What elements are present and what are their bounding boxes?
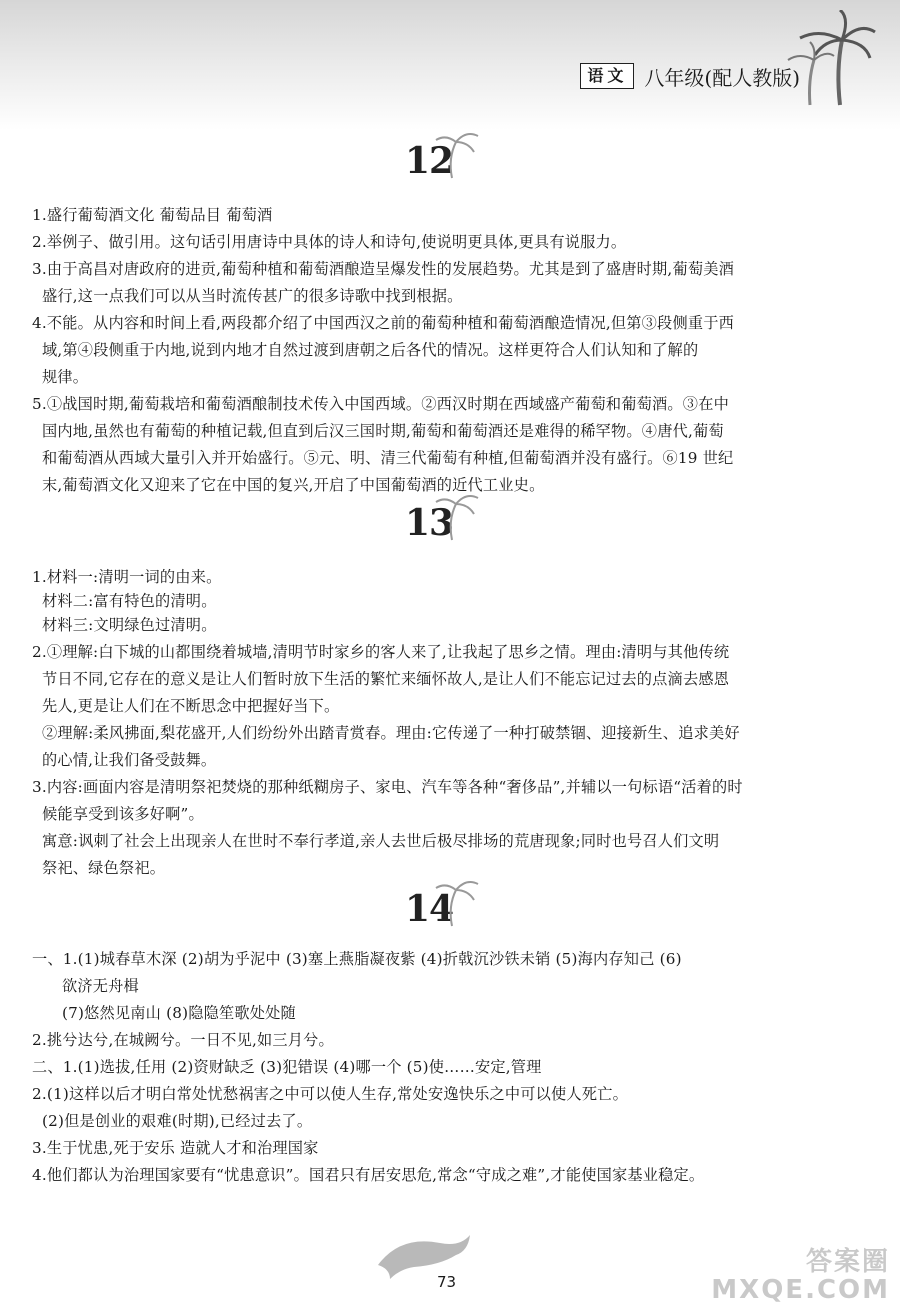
small-palm-icon (432, 490, 482, 542)
answer-line: 2.挑兮达兮,在城阙兮。一日不见,如三月兮。 (32, 1031, 334, 1049)
answer-line: 先人,更是让人们在不断思念中把握好当下。 (42, 697, 340, 715)
watermark (711, 1248, 890, 1304)
answer-line: (7)悠然见南山 (8)隐隐笙歌处处随 (62, 1004, 296, 1022)
dolphin-icon (370, 1225, 480, 1285)
answer-line: 国内地,虽然也有葡萄的种植记载,但直到后汉三国时期,葡萄和葡萄酒还是难得的稀罕物。④唐代,葡萄 (42, 422, 724, 440)
answer-line: 3.内容:画面内容是清明祭祀焚烧的那种纸糊房子、家电、汽车等各种“奢侈品”,并辅以一句标语“活着的时 (32, 778, 743, 796)
answer-line: 候能享受到该多好啊”。 (42, 805, 204, 823)
answer-line: 3.由于高昌对唐政府的进贡,葡萄种植和葡萄酒酿造呈爆发性的发展趋势。尤其是到了盛唐时期,葡萄美酒 (32, 260, 734, 278)
answer-line: 节日不同,它存在的意义是让人们暂时放下生活的繁忙来缅怀故人,是让人们不能忘记过去的点滴去感恩 (42, 670, 730, 688)
watermark-title: 答案圈 (805, 1247, 890, 1277)
answer-line: 2.(1)这样以后才明白常处忧愁祸害之中可以使人生存,常处安逸快乐之中可以使人死亡。 (32, 1085, 628, 1103)
answer-line: 和葡萄酒从西域大量引入并开始盛行。⑤元、明、清三代葡萄有种植,但葡萄酒并没有盛行。⑥19 世纪 (42, 449, 734, 467)
answer-line: 的心情,让我们备受鼓舞。 (42, 751, 217, 769)
grade-label: 八年级(配人教版) (644, 65, 800, 90)
section-number-14: 14 (405, 888, 454, 930)
answer-line: 一、1.(1)城春草木深 (2)胡为乎泥中 (3)塞上燕脂凝夜紫 (4)折戟沉沙铁未销 (5)海内存知己 (6) (32, 950, 682, 968)
answer-line: 二、1.(1)选拔,任用 (2)资财缺乏 (3)犯错误 (4)哪一个 (5)使……安定,管理 (32, 1058, 542, 1076)
answer-line: 4.不能。从内容和时间上看,两段都介绍了中国西汉之前的葡萄种植和葡萄酒酿造情况,但第③段侧重于西 (32, 314, 734, 332)
answer-line: 欲济无舟楫 (62, 977, 139, 995)
subject-tag: 语文 (580, 63, 634, 89)
answer-line: 2.①理解:白下城的山都围绕着城墙,清明节时家乡的客人来了,让我起了思乡之情。理由:清明与其他传统 (32, 643, 730, 661)
answer-line: 3.生于忧患,死于安乐 造就人才和治理国家 (32, 1139, 319, 1157)
answer-line: 规律。 (42, 368, 89, 386)
answer-line: 材料三:文明绿色过清明。 (42, 616, 217, 634)
small-palm-icon (432, 128, 482, 180)
answer-line: 1.盛行葡萄酒文化 葡萄品目 葡萄酒 (32, 206, 273, 224)
answer-line: 材料二:富有特色的清明。 (42, 592, 217, 610)
answer-line: 域,第④段侧重于内地,说到内地才自然过渡到唐朝之后各代的情况。这样更符合人们认知和了解的 (42, 341, 699, 359)
answer-line: 寓意:讽刺了社会上出现亲人在世时不奉行孝道,亲人去世后极尽排场的荒唐现象;同时也号召人们文明 (42, 832, 720, 850)
answer-line: (2)但是创业的艰难(时期),已经过去了。 (42, 1112, 313, 1130)
watermark-url: MXQE.COM (711, 1275, 890, 1305)
small-palm-icon (432, 876, 482, 928)
answer-line: 2.举例子、做引用。这句话引用唐诗中具体的诗人和诗句,使说明更具体,更具有说服力。 (32, 233, 627, 251)
answer-line: 4.他们都认为治理国家要有“忧患意识”。国君只有居安思危,常念“守成之难”,才能使国家基业稳定。 (32, 1166, 705, 1184)
section-number-13: 13 (405, 502, 454, 544)
page-number: 73 (437, 1273, 457, 1291)
answer-line: 末,葡萄酒文化又迎来了它在中国的复兴,开启了中国葡萄酒的近代工业史。 (42, 476, 545, 494)
section-number-12: 12 (405, 140, 454, 182)
page-header (580, 60, 800, 92)
answer-line: 5.①战国时期,葡萄栽培和葡萄酒酿制技术传入中国西域。②西汉时期在西域盛产葡萄和葡萄酒。③在中 (32, 395, 729, 413)
answer-line: 祭祀、绿色祭祀。 (42, 859, 166, 877)
answer-line: 1.材料一:清明一词的由来。 (32, 568, 222, 586)
answer-line: ②理解:柔风拂面,梨花盛开,人们纷纷外出踏青赏春。理由:它传递了一种打破禁锢、迎接新生、追求美好 (42, 724, 740, 742)
answer-line: 盛行,这一点我们可以从当时流传甚广的很多诗歌中找到根据。 (42, 287, 463, 305)
